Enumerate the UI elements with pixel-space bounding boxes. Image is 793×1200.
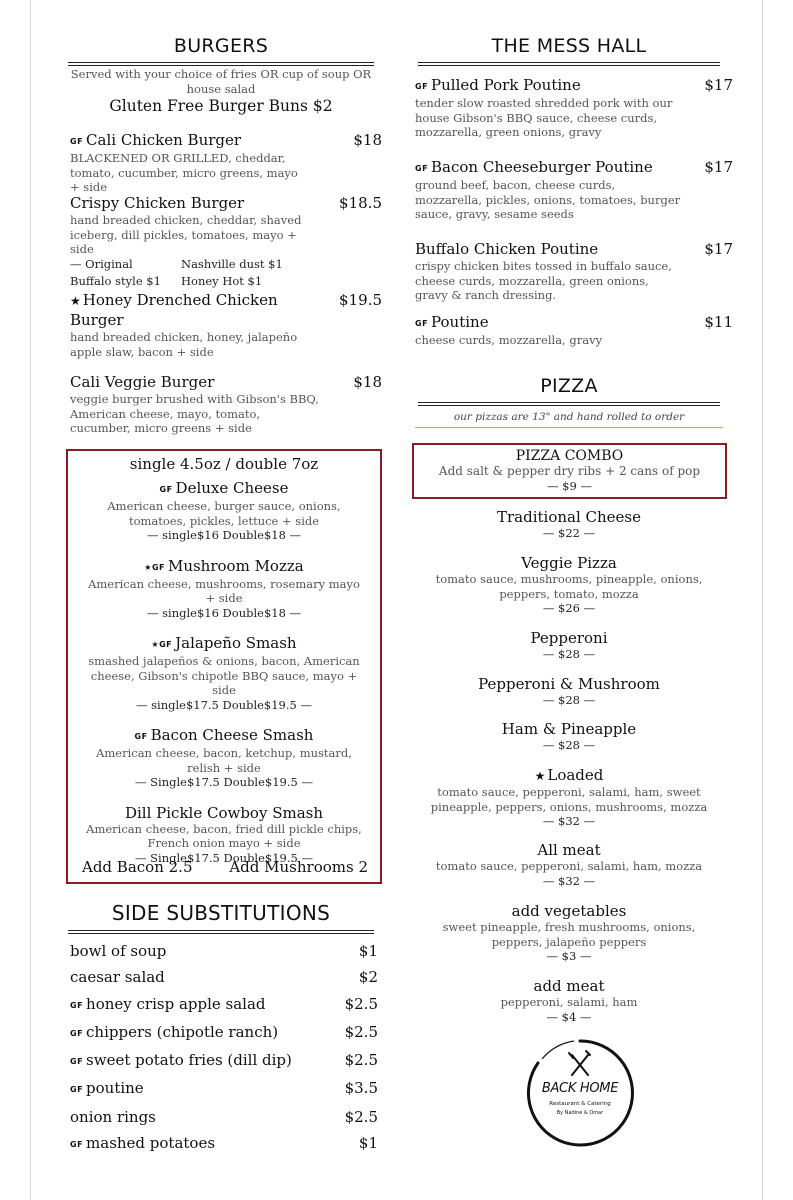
smash-burger-box (66, 449, 382, 884)
menu-item (70, 194, 382, 291)
menu-item (415, 158, 733, 222)
menu-item (70, 291, 382, 359)
option-label: — Original (70, 256, 133, 271)
sides-title: SIDE SUBSTITUTIONS (111, 901, 331, 925)
side-price: $3.5 (344, 1079, 378, 1098)
item-price: — $28 — (542, 738, 596, 752)
combo-name: PIZZA COMBO (515, 448, 624, 464)
item-price: $18.5 (339, 194, 382, 212)
pizza-item (410, 977, 728, 1024)
item-description: tender slow roasted shredded pork with our house Gibson's BBQ sauce, cheese curds, mozzarella, green onions, gravy (415, 96, 673, 139)
pizza-item (410, 720, 728, 753)
side-item (70, 964, 378, 990)
side-name: onion rings (70, 1107, 156, 1126)
item-description: veggie burger brushed with Gibson's BBQ, American cheese, mayo, tomato, cucumber, micro greens + side (70, 392, 319, 435)
option-label: Nashville dust $1 (181, 256, 283, 271)
mess-hall-section (410, 33, 728, 66)
side-price: $2.5 (344, 994, 378, 1013)
pizza-item (410, 629, 728, 662)
smash-item (68, 726, 380, 790)
item-name: Crispy Chicken Burger (70, 194, 245, 212)
item-price: $17 (704, 240, 733, 258)
item-description: sweet pineapple, fresh mushrooms, onions, peppers, jalapeño peppers (442, 920, 696, 949)
star-icon: ★ (534, 769, 546, 783)
side-item (70, 1019, 378, 1047)
logo-name: BACK HOME (541, 1081, 619, 1096)
gluten-free-icon: GF (134, 732, 148, 741)
item-price: — $22 — (542, 526, 596, 540)
side-name: sweet potato fries (dill dip) (86, 1051, 292, 1070)
smash-addons (68, 858, 380, 878)
menu-item (415, 313, 733, 348)
pizza-title: PIZZA (540, 375, 598, 397)
gluten-free-icon: GF (70, 1057, 84, 1067)
combo-description: Add salt & pepper dry ribs + 2 cans of pop (438, 464, 701, 478)
item-price: $17 (704, 76, 733, 94)
side-item (70, 938, 378, 964)
pizza-item (410, 675, 728, 708)
gluten-free-icon: GF (159, 485, 173, 494)
item-name: Ham & Pineapple (501, 720, 637, 738)
item-description: hand breaded chicken, cheddar, shaved iceberg, dill pickles, tomatoes, mayo + side (70, 213, 302, 256)
item-name: Cali Veggie Burger (70, 373, 215, 391)
item-price: — $26 — (542, 601, 596, 615)
gluten-free-icon: GF (70, 137, 84, 146)
add-bacon-label: Add Bacon 2.5 (82, 858, 193, 876)
side-item (70, 1104, 378, 1130)
item-name: Traditional Cheese (496, 508, 641, 526)
item-price: — $4 — (546, 1009, 592, 1024)
item-name: Pepperoni & Mushroom (478, 675, 660, 693)
pizza-item (410, 766, 728, 829)
pizza-section (410, 373, 728, 406)
pizza-note-rule (415, 427, 723, 428)
side-name: mashed potatoes (86, 1134, 216, 1153)
item-prices: — Single$17.5 Double$19.5 — (134, 850, 313, 865)
gluten-free-icon: GF (415, 164, 429, 173)
item-name: Veggie Pizza (521, 554, 617, 572)
item-description: crispy chicken bites tossed in buffalo sauce, cheese curds, mozzarella, green onions, gravy & ranch dressing. (415, 259, 672, 302)
gluten-free-icon: GF (70, 1085, 84, 1095)
burgers-title-rule (68, 62, 374, 66)
item-name: add meat (533, 977, 605, 995)
pizza-item (410, 902, 728, 964)
smash-item (68, 804, 380, 866)
side-item (70, 1130, 378, 1158)
item-description: ground beef, bacon, cheese curds, mozzarella, pickles, onions, tomatoes, burger sauce, gravy, sesame seeds (415, 178, 681, 221)
smash-size-header: single 4.5oz / double 7oz (129, 455, 319, 473)
item-price: $11 (704, 313, 733, 331)
side-name: caesar salad (70, 968, 165, 987)
smash-item (68, 479, 380, 543)
item-name: Honey Drenched Chicken Burger (70, 291, 278, 329)
item-prices: — single$17.5 Double$19.5 — (135, 697, 313, 712)
item-prices: — single$16 Double$18 — (146, 605, 302, 620)
side-price: $2.5 (344, 1022, 378, 1041)
gluten-free-icon: GF (415, 319, 429, 328)
item-name: Dill Pickle Cowboy Smash (124, 803, 324, 822)
back-home-logo (522, 1035, 638, 1151)
side-price: $2.5 (344, 1051, 378, 1070)
burgers-title: BURGERS (173, 35, 269, 57)
item-prices: — Single$17.5 Double$19.5 — (134, 775, 313, 789)
item-name: Pepperoni (530, 629, 608, 647)
gluten-free-icon: GF (70, 1140, 84, 1150)
pizza-item (410, 508, 728, 541)
side-price: $2.5 (344, 1107, 378, 1126)
side-name: poutine (86, 1079, 144, 1098)
served-note: Served with your choice of fries OR cup of soup OR house salad (70, 67, 372, 96)
item-description: American cheese, mushrooms, rosemary mayo + side (88, 576, 360, 605)
star-gf-icon: ★GF (151, 640, 173, 649)
item-price: — $28 — (542, 693, 596, 707)
menu-item (70, 373, 382, 436)
mess-hall-title-rule (418, 62, 720, 66)
pizza-title-rule (418, 402, 720, 406)
side-name: honey crisp apple salad (86, 994, 266, 1013)
logo-line2: By Nadine & Omar (556, 1110, 604, 1116)
item-price: — $32 — (542, 873, 596, 888)
item-name: Bacon Cheeseburger Poutine (431, 158, 653, 176)
item-name: Poutine (431, 313, 489, 331)
item-name: Jalapeño Smash (175, 634, 297, 652)
item-prices: — single$16 Double$18 — (146, 528, 302, 542)
item-description: American cheese, bacon, ketchup, mustard, relish + side (96, 746, 352, 775)
item-name: Buffalo Chicken Poutine (415, 240, 599, 258)
side-name: bowl of soup (70, 942, 167, 960)
item-description: pepperoni, salami, ham (500, 995, 638, 1009)
item-name: Deluxe Cheese (175, 479, 289, 497)
item-description: hand breaded chicken, honey, jalapeño apple slaw, bacon + side (70, 330, 298, 359)
item-description: tomato sauce, pepperoni, salami, ham, mozza (435, 859, 703, 873)
pizza-combo-box (412, 443, 727, 499)
side-price: $1 (358, 1134, 378, 1153)
item-description: American cheese, bacon, fried dill pickle chips, French onion mayo + side (86, 821, 362, 850)
item-name: Bacon Cheese Smash (150, 726, 314, 744)
item-price: — $28 — (542, 647, 596, 661)
item-price: — $32 — (542, 814, 596, 828)
sides-list (60, 938, 378, 1158)
item-description: BLACKENED OR GRILLED, cheddar, tomato, cucumber, micro greens, mayo + side (70, 151, 298, 194)
item-name: add vegetables (511, 902, 627, 920)
item-description: tomato sauce, mushrooms, pineapple, onions, peppers, tomato, mozza (435, 572, 703, 601)
pizza-item (410, 841, 728, 888)
item-price: $17 (704, 158, 733, 176)
item-price: $18 (353, 131, 382, 149)
item-name: Mushroom Mozza (167, 556, 304, 575)
gluten-free-icon: GF (415, 82, 429, 91)
item-price: — $3 — (546, 949, 592, 963)
sides-section (60, 899, 382, 934)
side-item (70, 1075, 378, 1103)
gluten-free-icon: GF (70, 1000, 84, 1010)
fork-knife-icon (569, 1051, 590, 1075)
crispy-options (70, 257, 382, 291)
logo-line1: Restaurant & Catering (549, 1101, 611, 1107)
item-description: cheese curds, mozzarella, gravy (415, 333, 603, 347)
item-price: $19.5 (339, 291, 382, 309)
smash-item (68, 557, 380, 621)
item-name: Loaded (547, 766, 604, 784)
smash-item (68, 634, 380, 712)
menu-item (415, 240, 733, 303)
add-mushrooms-label: Add Mushrooms 2 (229, 858, 368, 876)
option-label: Buffalo style $1 (70, 273, 161, 288)
item-name: Pulled Pork Poutine (431, 76, 581, 94)
burgers-section (60, 33, 382, 66)
star-icon: ★ (70, 294, 81, 308)
side-item (70, 991, 378, 1019)
side-price: $2 (358, 968, 378, 987)
pizza-item (410, 554, 728, 616)
menu-item (415, 76, 733, 140)
side-price: $1 (358, 942, 378, 960)
sides-title-rule (68, 930, 374, 934)
star-gf-icon: ★GF (144, 562, 165, 572)
item-description: smashed jalapeños & onions, bacon, American cheese, Gibson's chipotle BBQ sauce, mayo + side (88, 654, 360, 697)
item-name: All meat (537, 841, 601, 859)
option-label: Honey Hot $1 (181, 273, 263, 288)
item-description: American cheese, burger sauce, onions, tomatoes, pickles, lettuce + side (107, 499, 341, 528)
item-price: $18 (353, 373, 382, 391)
item-description: tomato sauce, pepperoni, salami, ham, sweet pineapple, peppers, onions, mushrooms, mozza (430, 785, 708, 814)
gluten-free-icon: GF (70, 1028, 84, 1038)
combo-price: — $9 — (547, 478, 592, 493)
mess-hall-title: THE MESS HALL (491, 35, 647, 57)
item-name: Cali Chicken Burger (86, 131, 242, 149)
menu-item (70, 131, 382, 195)
side-name: chippers (chipotle ranch) (86, 1022, 279, 1041)
side-item (70, 1047, 378, 1075)
gf-buns-note: Gluten Free Burger Buns $2 (109, 97, 333, 115)
pizza-note: our pizzas are 13" and hand rolled to order (453, 411, 685, 423)
